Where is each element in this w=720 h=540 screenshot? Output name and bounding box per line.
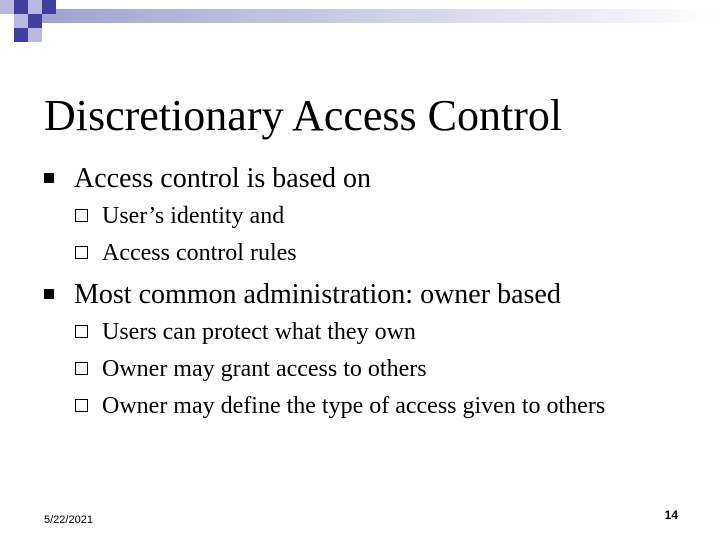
deco-square: [14, 28, 28, 42]
sub-bullet-text: Access control rules: [102, 240, 297, 266]
deco-square: [14, 0, 28, 14]
header-gradient-bar: [33, 9, 720, 23]
deco-square: [14, 14, 28, 28]
hollow-square-bullet-icon: [75, 325, 88, 338]
sub-bullet-item: [75, 352, 675, 386]
deco-square: [28, 14, 42, 28]
sub-bullet-text: Users can protect what they own: [102, 319, 416, 345]
hollow-square-bullet-icon: [75, 362, 88, 375]
sub-bullet-item: [75, 236, 675, 270]
hollow-square-bullet-icon: [75, 246, 88, 259]
bullet-text: Most common administration: owner based: [74, 279, 561, 310]
bullet-text: Access control is based on: [74, 163, 372, 194]
sub-bullet-item: [75, 199, 675, 233]
deco-square: [0, 0, 14, 14]
square-bullet-icon: [44, 173, 54, 183]
slide-date: 5/22/2021: [44, 514, 93, 526]
sub-bullet-text: Owner may define the type of access given to others: [102, 393, 606, 419]
deco-square: [28, 0, 42, 14]
deco-square: [42, 0, 56, 14]
sub-bullet-item: [75, 315, 675, 349]
page-number: 14: [664, 508, 678, 522]
slide-title: Discretionary Access Control: [44, 91, 563, 140]
header-decoration: [0, 0, 720, 50]
sub-bullet-text: Owner may grant access to others: [102, 356, 427, 382]
sub-bullet-item: [75, 389, 675, 423]
deco-square: [28, 28, 42, 42]
hollow-square-bullet-icon: [75, 399, 88, 412]
square-bullet-icon: [44, 289, 54, 299]
sub-bullet-text: User’s identity and: [102, 203, 285, 229]
hollow-square-bullet-icon: [75, 209, 88, 222]
